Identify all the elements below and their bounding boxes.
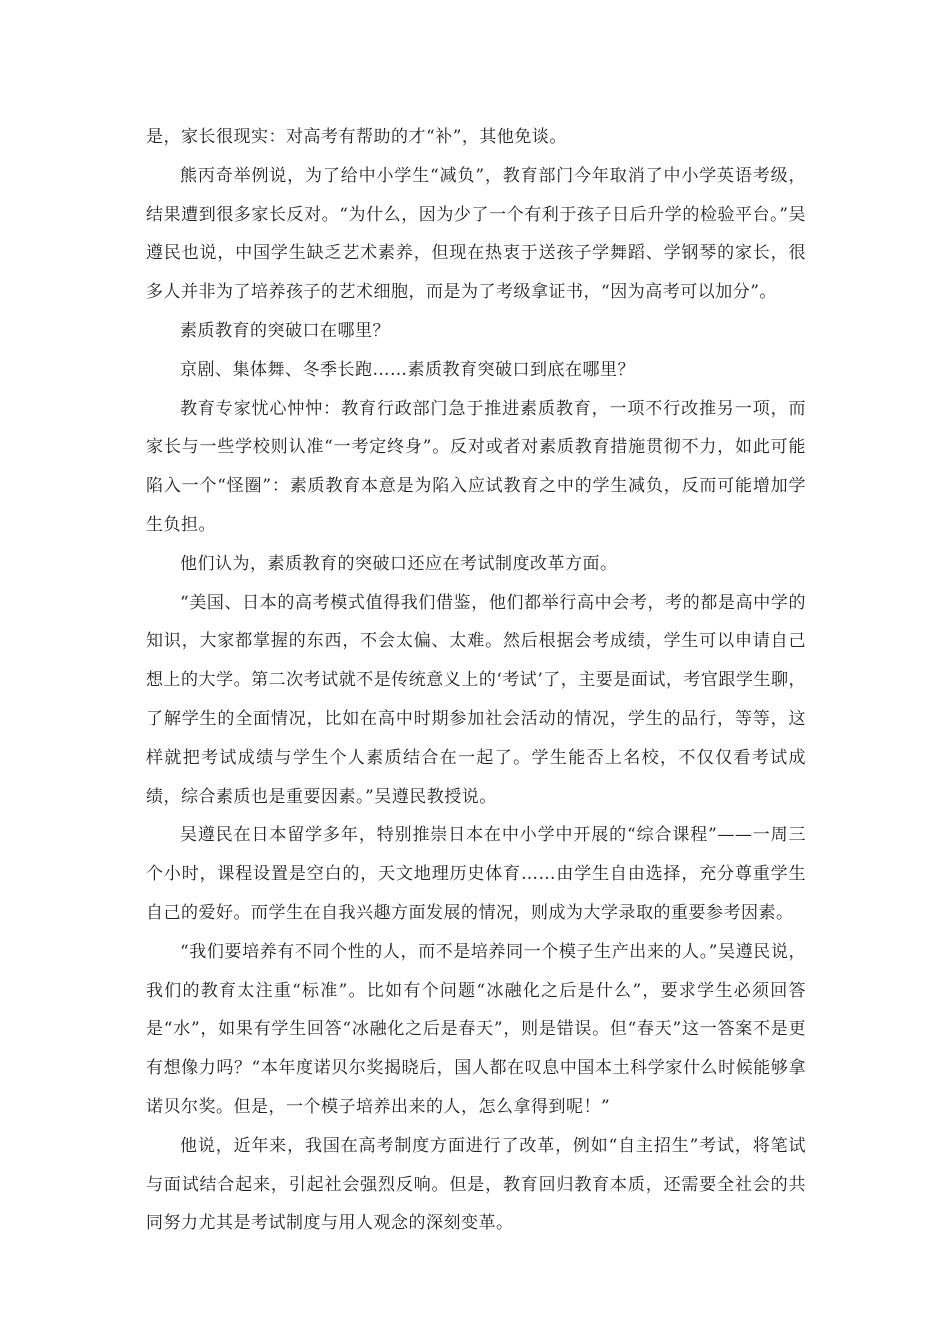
paragraph-7: “美国、日本的高考模式值得我们借鉴，他们都举行高中会考，考的都是高中学的知识，大家都掌握的东西，不会太偏、太难。然后根据会考成绩，学生可以申请自己想上的大学。第二次考试就不是传统意义上的‘考试’了，主要是面试，考官跟学生聊，了解学生的全面情况，比如在高中时期参加社会活动的情况，学生的品行，等等，这样就把考试成绩与学生个人素质结合在一起了。学生能否上名校，不仅仅看考试成绩，综合素质也是重要因素。”吴遵民教授说。 xyxy=(146,592,806,807)
paragraph-5: 教育专家忧心忡忡：教育行政部门急于推进素质教育，一项不行改推另一项，而家长与一些学校则认准“一考定终身”。反对或者对素质教育措施贯彻不力，如此可能陷入一个“怪圈”：素质教育本意是为陷入应试教育之中的学生减负，反而可能增加学生负担。 xyxy=(146,398,806,535)
article-body xyxy=(146,118,806,1243)
paragraph-1: 是，家长很现实：对高考有帮助的才“补”，其他免谈。 xyxy=(146,127,567,147)
paragraph-2: 熊丙奇举例说，为了给中小学生“减负”，教育部门今年取消了中小学英语考级，结果遭到很多家长反对。“为什么，因为少了一个有利于孩子日后升学的检验平台。”吴遵民也说，中国学生缺乏艺术素养，但现在热衷于送孩子学舞蹈、学钢琴的家长，很多人并非为了培养孩子的艺术细胞，而是为了考级拿证书，“因为高考可以加分”。 xyxy=(146,165,806,303)
paragraph-10: 他说，近年来，我国在高考制度方面进行了改革，例如“自主招生”考试，将笔试与面试结合起来，引起社会强烈反响。但是，教育回归教育本质，还需要全社会的共同努力尤其是考试制度与用人观念的深刻变革。 xyxy=(146,1135,806,1234)
paragraph-4: 京剧、集体舞、冬季长跑……素质教育突破口到底在哪里？ xyxy=(180,359,635,380)
paragraph-9: “我们要培养有不同个性的人，而不是培养同一个模子生产出来的人。”吴遵民说，我们的教育太注重“标准”。比如有个问题“冰融化之后是什么”，要求学生必须回答是“水”，如果有学生回答“冰融化之后是春天”，则是错误。但“春天”这一答案不是更有想像力吗？“本年度诺贝尔奖揭晓后，国人都在叹息中国本土科学家什么时候能够拿诺贝尔奖。但是，一个模子培养出来的人，怎么拿得到呢！” xyxy=(146,941,806,1117)
paragraph-6: 他们认为，素质教育的突破口还应在考试制度改革方面。 xyxy=(180,553,618,574)
section-heading: 素质教育的突破口在哪里？ xyxy=(180,320,390,341)
paragraph-8: 吴遵民在日本留学多年，特别推崇日本在中小学中开展的“综合课程”——一周三个小时，课程设置是空白的，天文地理历史体育……由学生自由选择，充分尊重学生自己的爱好。而学生在自我兴趣方面发展的情况，则成为大学录取的重要参考因素。 xyxy=(146,825,806,923)
